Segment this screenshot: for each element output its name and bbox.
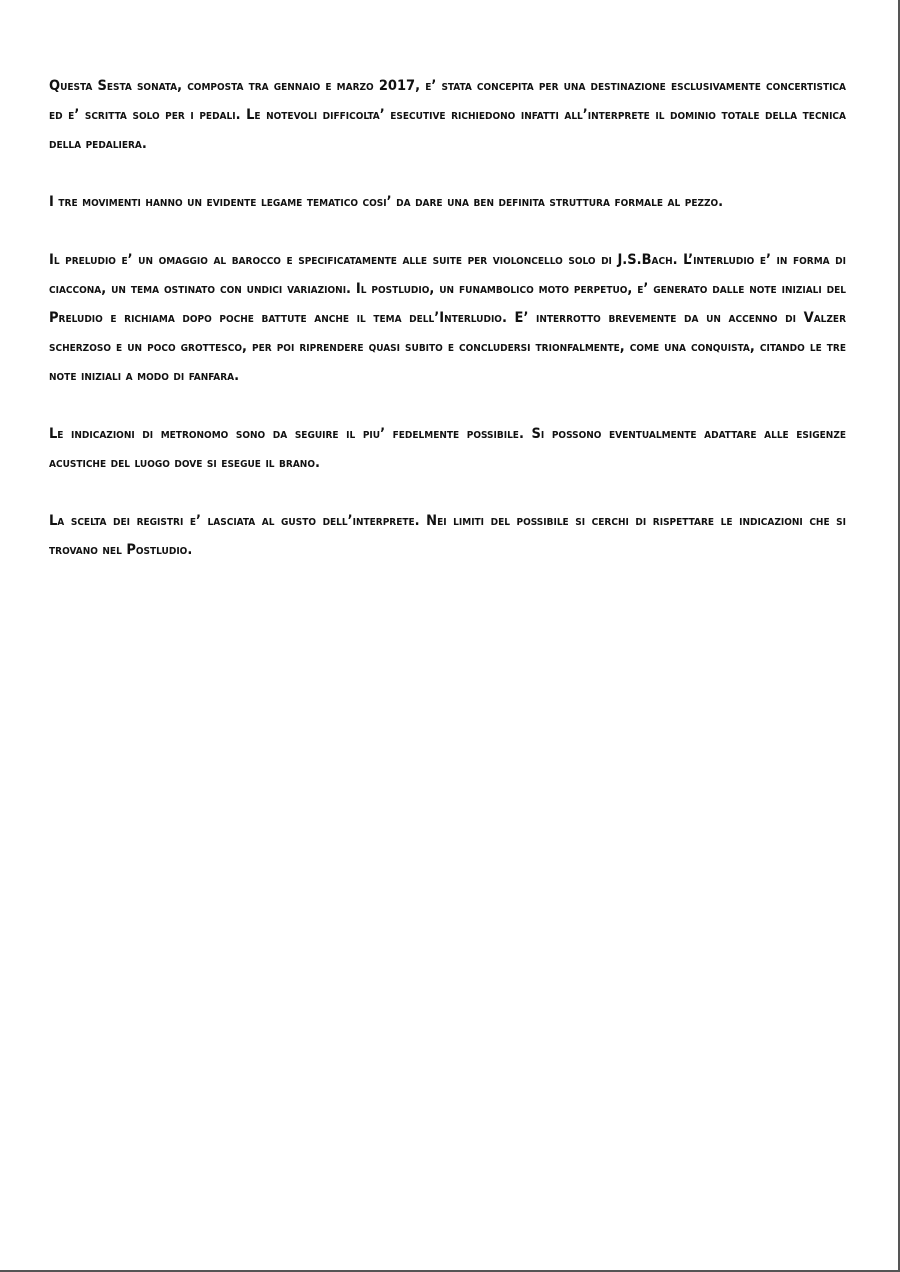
paragraph-description: Il preludio e’ un omaggio al barocco e specificatamente alle suite per violoncello solo di J.S.Bach. L’interludio e’ in forma di ciaccona, un tema ostinato con undici variazioni. Il postludio, un funambolico moto perpetuo, e’ generato dalle note iniziali del Preludio e richiama dopo poche battute anche il tema dell’Interludio. E’ interrotto brevemente da un accenno di Valzer scherzoso e un poco grottesco, per poi riprendere quasi subito e concludersi trionfalmente, come una conquista, citando le tre note iniziali a modo di fanfara. (49, 252, 846, 384)
paragraph-composition: Questa Sesta sonata, composta tra gennaio e marzo 2017, e’ stata concepita per una destinazione esclusivamente concertistica ed e’ scritta solo per i pedali. Le notevoli difficolta’ esecutive richiedono infatti all’interprete il dominio totale della tecnica della pedaliera. (49, 78, 846, 152)
paragraph-registration: La scelta dei registri e’ lasciata al gusto dell’interprete. Nei limiti del possibile si cerchi di rispettare le indicazioni che si trovano nel Postludio. (49, 513, 846, 558)
paragraph-movements: I tre movimenti hanno un evidente legame tematico cosi’ da dare una ben definita struttura formale al pezzo. (49, 194, 724, 210)
paragraph-metronome: Le indicazioni di metronomo sono da seguire il piu’ fedelmente possibile. Si possono eventualmente adattare alle esigenze acustiche del luogo dove si esegue il brano. (49, 426, 846, 471)
document-body (49, 72, 846, 594)
